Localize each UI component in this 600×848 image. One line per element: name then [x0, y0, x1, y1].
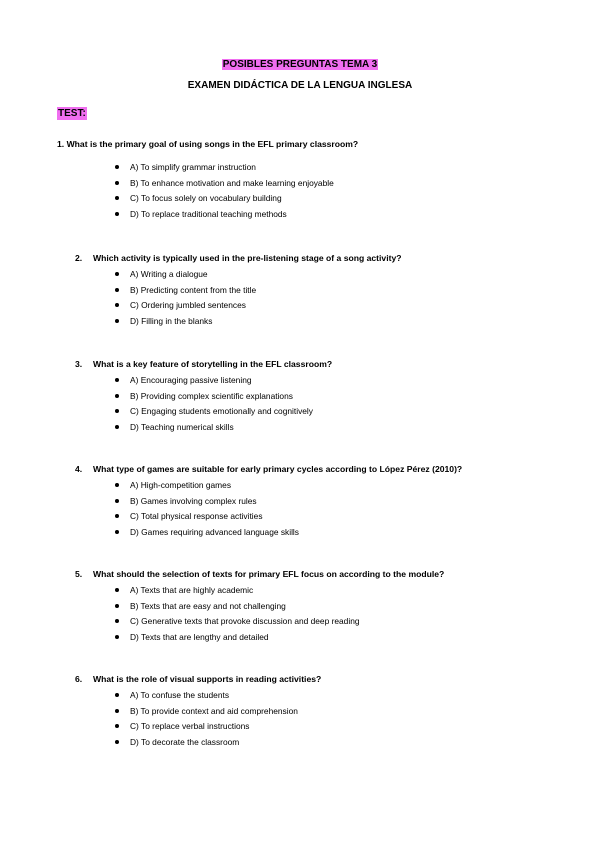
document-title — [0, 58, 600, 72]
bullet-icon — [115, 499, 119, 503]
bullet-icon — [115, 288, 119, 292]
option-text: D) To replace traditional teaching methods — [130, 209, 287, 220]
option-text: B) To provide context and aid comprehension — [130, 705, 298, 716]
bullet-icon — [115, 303, 119, 307]
bullet-icon — [115, 272, 119, 276]
question-text — [57, 138, 358, 150]
option-text: C) To replace verbal instructions — [130, 721, 250, 732]
bullet-icon — [115, 724, 119, 728]
question-text — [75, 252, 402, 264]
bullet-icon — [115, 319, 119, 323]
question-number: 2. — [75, 253, 83, 263]
option-text: D) To decorate the classroom — [130, 737, 240, 748]
bullet-icon — [115, 619, 119, 623]
question-text — [75, 568, 444, 580]
option-text: B) Texts that are easy and not challenging — [130, 600, 286, 611]
option-text: D) Texts that are lengthy and detailed — [130, 632, 269, 643]
bullet-icon — [115, 693, 119, 697]
question-prompt: What is the role of visual supports in reading activities? — [93, 674, 322, 684]
document-subtitle: EXAMEN DIDÁCTICA DE LA LENGUA INGLESA — [187, 80, 413, 91]
option-text: C) Generative texts that provoke discussion and deep reading — [130, 616, 360, 627]
question-number: 5. — [75, 569, 83, 579]
question-prompt: What type of games are suitable for early primary cycles according to López Pérez (2010)? — [93, 464, 463, 474]
option-text: C) Total physical response activities — [130, 511, 263, 522]
question-prompt: What is a key feature of storytelling in the EFL classroom? — [93, 359, 333, 369]
question-text — [75, 358, 332, 370]
option-text: B) Providing complex scientific explanations — [130, 390, 293, 401]
option-text: D) Filling in the blanks — [130, 316, 213, 327]
option-text: D) Games requiring advanced language skills — [130, 527, 299, 538]
bullet-icon — [115, 165, 119, 169]
question-text — [75, 673, 321, 685]
question-number: 1. — [57, 139, 65, 149]
bullet-icon — [115, 196, 119, 200]
bullet-icon — [115, 740, 119, 744]
option-text: A) Texts that are highly academic — [130, 585, 254, 595]
question-number: 3. — [75, 359, 83, 369]
bullet-icon — [115, 483, 119, 487]
question-number: 6. — [75, 674, 83, 684]
question-text — [75, 463, 462, 475]
option-text: A) High-competition games — [130, 480, 232, 490]
option-text: B) To enhance motivation and make learning enjoyable — [130, 177, 334, 188]
question-prompt: Which activity is typically used in the pre-listening stage of a song activity? — [93, 253, 402, 263]
option-text: A) To confuse the students — [130, 690, 230, 700]
bullet-icon — [115, 709, 119, 713]
question-prompt: What is the primary goal of using songs in the EFL primary classroom? — [66, 139, 359, 149]
option-text: A) To simplify grammar instruction — [130, 162, 256, 172]
bullet-icon — [115, 425, 119, 429]
section-label-test: TEST: — [58, 108, 86, 119]
option-text: B) Games involving complex rules — [130, 495, 257, 506]
bullet-icon — [115, 514, 119, 518]
title-highlight: POSIBLES PREGUNTAS TEMA 3 — [222, 59, 378, 70]
option-text: C) To focus solely on vocabulary building — [130, 193, 282, 204]
bullet-icon — [115, 378, 119, 382]
bullet-icon — [115, 212, 119, 216]
bullet-icon — [115, 635, 119, 639]
option-text: A) Encouraging passive listening — [130, 375, 252, 385]
question-number: 4. — [75, 464, 83, 474]
bullet-icon — [115, 588, 119, 592]
option-text: C) Ordering jumbled sentences — [130, 300, 246, 311]
option-text: B) Predicting content from the title — [130, 284, 257, 295]
bullet-icon — [115, 181, 119, 185]
option-text: A) Writing a dialogue — [130, 269, 208, 279]
bullet-icon — [115, 394, 119, 398]
option-text: C) Engaging students emotionally and cognitively — [130, 406, 313, 417]
option-text: D) Teaching numerical skills — [130, 422, 234, 433]
bullet-icon — [115, 604, 119, 608]
bullet-icon — [115, 409, 119, 413]
question-prompt: What should the selection of texts for primary EFL focus on according to the module? — [93, 569, 445, 579]
bullet-icon — [115, 530, 119, 534]
